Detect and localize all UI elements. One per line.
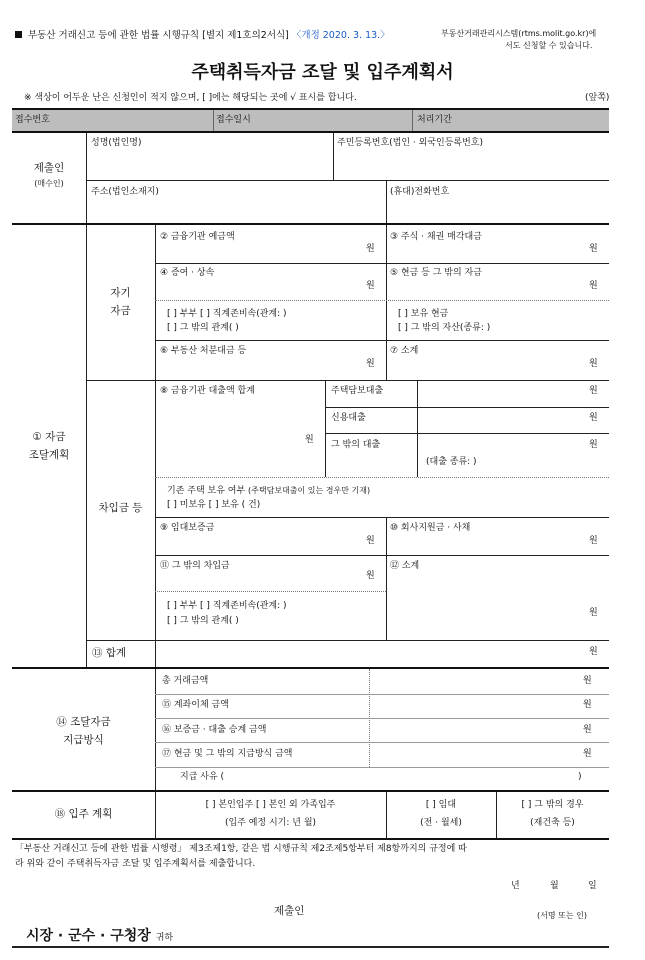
declaration-line-2: 라 위와 같이 주택취득자금 조달 및 입주계획서를 제출합니다. bbox=[15, 859, 256, 869]
funding-section-label: ① 자금 bbox=[32, 431, 66, 443]
company-support-field[interactable]: ⑩ 회사지원금 · 사채 bbox=[390, 523, 471, 533]
date-day[interactable]: 일 bbox=[588, 881, 597, 891]
house-ownership-checkboxes[interactable]: [ ] 미보유 [ ] 보유 ( 건) bbox=[167, 500, 261, 510]
won-unit: 원 bbox=[589, 608, 598, 618]
own-funds-label-2: 자금 bbox=[110, 305, 131, 317]
receipt-number-label: 접수번호 bbox=[15, 115, 50, 125]
mortgage-loan-field[interactable]: 주택담보대출 bbox=[331, 386, 384, 396]
gift-field[interactable]: ④ 증여 · 상속 bbox=[160, 268, 215, 278]
funding-section-label-2: 조달계획 bbox=[28, 449, 70, 461]
other-case-note: (재건축 등) bbox=[530, 818, 575, 828]
square-bullet-icon bbox=[15, 31, 22, 38]
won-unit: 원 bbox=[583, 700, 592, 710]
declaration-line-1: 「부동산 거래신고 등에 관한 법률 시행령」 제3조제1항, 같은 법 시행규칙 제2조제5항부터 제8항까지의 규정에 따 bbox=[15, 844, 467, 854]
property-sale-field[interactable]: ⑥ 부동산 처분대금 등 bbox=[160, 346, 247, 356]
existing-house-note: (주택담보대출이 있는 경우만 기재) bbox=[248, 486, 371, 495]
name-field[interactable]: 성명(법인명) bbox=[91, 138, 142, 148]
move-in-date-field[interactable]: (입주 예정 시기: 년 월) bbox=[224, 818, 317, 828]
stocks-field[interactable]: ③ 주식 · 채권 매각대금 bbox=[390, 232, 482, 242]
address-field[interactable]: 주소(법인소재지) bbox=[91, 187, 159, 197]
date-year[interactable]: 년 bbox=[511, 881, 520, 891]
won-unit: 원 bbox=[583, 676, 592, 686]
other-borrowing-field[interactable]: ⑪ 그 밖의 차입금 bbox=[160, 561, 230, 571]
lease-checkbox[interactable]: [ ] 임대 bbox=[425, 800, 457, 810]
won-unit: 원 bbox=[305, 435, 314, 445]
won-unit: 원 bbox=[583, 725, 592, 735]
borrow-other-relation-checkbox[interactable]: [ ] 그 밖의 관계( ) bbox=[167, 616, 239, 626]
receipt-date-label: 접수일시 bbox=[216, 115, 251, 125]
payment-reason-close: ) bbox=[578, 772, 582, 782]
won-unit: 원 bbox=[589, 281, 598, 291]
date-month[interactable]: 월 bbox=[550, 881, 559, 891]
revision-date: 〈개정 2020. 3. 13.〉 bbox=[291, 30, 390, 41]
won-unit: 원 bbox=[366, 536, 375, 546]
top-border bbox=[12, 108, 609, 110]
won-unit: 원 bbox=[589, 386, 598, 396]
payment-method-label-2: 지급방식 bbox=[63, 734, 104, 746]
other-assets-checkbox[interactable]: [ ] 그 밖의 자산(종류: ) bbox=[398, 323, 491, 333]
move-in-plan-label: ⑱ 입주 계획 bbox=[54, 808, 113, 820]
won-unit: 원 bbox=[589, 413, 598, 423]
won-unit: 원 bbox=[589, 440, 598, 450]
won-unit: 원 bbox=[583, 749, 592, 759]
page-side: (앞쪽) bbox=[585, 93, 610, 103]
gift-other-relation-checkbox[interactable]: [ ] 그 밖의 관계( ) bbox=[167, 323, 239, 333]
funding-total-label: ⑬ 합계 bbox=[92, 647, 127, 659]
law-text: 부동산 거래신고 등에 관한 법률 시행규칙 [별지 제1호의2서식] bbox=[28, 30, 289, 41]
loan-type-field[interactable]: (대출 종류: ) bbox=[426, 457, 477, 467]
law-reference bbox=[15, 31, 390, 41]
won-unit: 원 bbox=[589, 244, 598, 254]
won-unit: 원 bbox=[366, 281, 375, 291]
gift-relation-checkboxes[interactable]: [ ] 부부 [ ] 직계존비속(관계: ) bbox=[167, 309, 287, 319]
recipient-suffix: 귀하 bbox=[155, 933, 174, 943]
other-case-checkbox[interactable]: [ ] 그 밖의 경우 bbox=[521, 800, 584, 810]
self-family-move-in-checkbox[interactable]: [ ] 본인입주 [ ] 본인 외 가족입주 bbox=[205, 800, 336, 810]
online-system-note-1: 부동산거래관리시스템(rtms.molit.go.kr)에 bbox=[441, 29, 597, 38]
credit-loan-field[interactable]: 신용대출 bbox=[331, 413, 366, 423]
cash-other-amount[interactable]: ⑰ 현금 및 그 밖의 지급방식 금액 bbox=[162, 749, 293, 759]
lease-type-note: (전 · 월세) bbox=[420, 818, 462, 828]
won-unit: 원 bbox=[589, 536, 598, 546]
submitter-sign-label: 제출인 bbox=[274, 905, 305, 917]
won-unit: 원 bbox=[366, 244, 375, 254]
borrow-relation-checkboxes[interactable]: [ ] 부부 [ ] 직계존비속(관계: ) bbox=[167, 601, 287, 611]
own-funds-label: 자기 bbox=[110, 287, 131, 299]
won-unit: 원 bbox=[589, 359, 598, 369]
deposit-field[interactable]: ② 금융기관 예금액 bbox=[160, 232, 235, 242]
loan-total-field[interactable]: ⑧ 금융기관 대출액 합계 bbox=[160, 386, 255, 396]
submitter-label: 제출인 bbox=[33, 162, 65, 174]
cash-field[interactable]: ⑤ 현금 등 그 밖의 자금 bbox=[390, 268, 482, 278]
payment-reason-field[interactable]: 지급 사유 ( bbox=[180, 772, 225, 782]
total-transaction-amount[interactable]: 총 거래금액 bbox=[162, 676, 209, 686]
other-loan-field[interactable]: 그 밖의 대출 bbox=[331, 440, 381, 450]
borrowings-label: 차입금 등 bbox=[98, 502, 143, 514]
processing-period-label: 처리기간 bbox=[417, 115, 452, 125]
won-unit: 원 bbox=[366, 571, 375, 581]
cash-holding-checkbox[interactable]: [ ] 보유 현금 bbox=[398, 309, 449, 319]
own-subtotal-field[interactable]: ⑦ 소계 bbox=[390, 346, 419, 356]
online-system-note-2: 서도 신청할 수 있습니다. bbox=[505, 41, 593, 50]
assumed-deposit-loan-amount[interactable]: ⑯ 보증금 · 대출 승계 금액 bbox=[162, 725, 267, 735]
won-unit: 원 bbox=[589, 647, 598, 657]
registration-number-field[interactable]: 주민등록번호(법인 · 외국인등록번호) bbox=[337, 138, 484, 148]
lease-deposit-field[interactable]: ⑨ 임대보증금 bbox=[160, 523, 215, 533]
submitter-sublabel: (매수인) bbox=[34, 179, 64, 188]
borrow-subtotal-field[interactable]: ⑫ 소계 bbox=[390, 561, 420, 571]
won-unit: 원 bbox=[366, 359, 375, 369]
existing-house-label: 기존 주택 보유 여부 bbox=[167, 486, 246, 496]
form-notice: ※ 색상이 어두운 난은 신청인이 적지 않으며, [ ]에는 해당되는 곳에 √ 표시를 합니다. bbox=[24, 93, 357, 103]
recipient: 시장 · 군수 · 구청장 bbox=[26, 928, 151, 944]
phone-field[interactable]: (휴대)전화번호 bbox=[390, 187, 450, 197]
transfer-amount[interactable]: ⑮ 계좌이체 금액 bbox=[162, 700, 229, 710]
payment-method-label: ⑭ 조달자금 bbox=[56, 716, 111, 728]
form-title: 주택취득자금 조달 및 입주계획서 bbox=[191, 62, 454, 83]
signature-field[interactable]: (서명 또는 인) bbox=[537, 911, 587, 920]
receipt-row-bg bbox=[12, 109, 609, 131]
